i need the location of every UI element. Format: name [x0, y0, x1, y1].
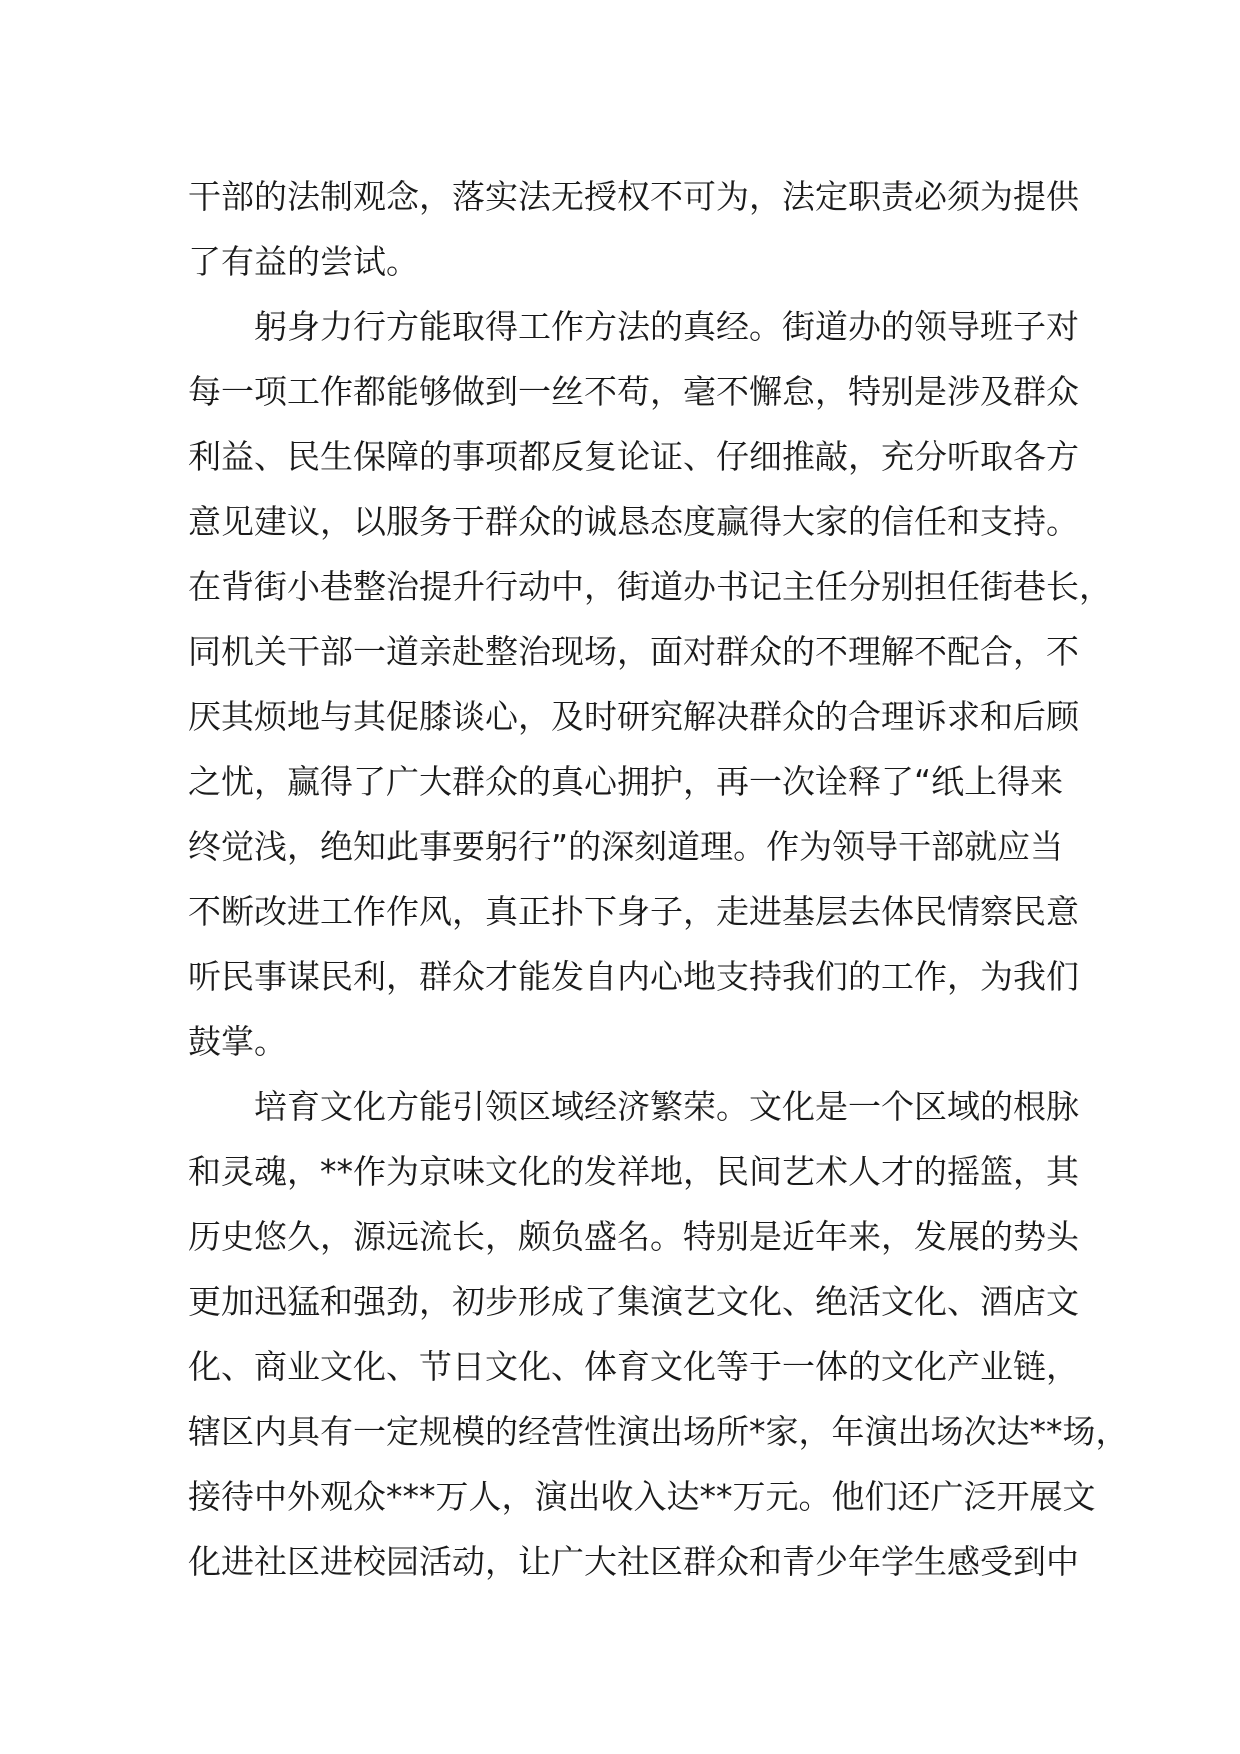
- text-line: 同机关干部一道亲赴整治现场，面对群众的不理解不配合，不: [188, 632, 1079, 671]
- text-line: 接待中外观众***万人，演出收入达**万元。他们还广泛开展文: [188, 1477, 1096, 1516]
- text-line: 了有益的尝试。: [188, 242, 419, 281]
- text-line: 终觉浅，绝知此事要躬行”的深刻道理。作为领导干部就应当: [188, 827, 1064, 866]
- text-line: 和灵魂，**作为京味文化的发祥地，民间艺术人才的摇篮，其: [188, 1152, 1079, 1191]
- text-line: 化进社区进校园活动，让广大社区群众和青少年学生感受到中: [188, 1542, 1079, 1581]
- text-line: 听民事谋民利，群众才能发自内心地支持我们的工作，为我们: [188, 957, 1079, 996]
- text-line: 之忧，赢得了广大群众的真心拥护，再一次诠释了“纸上得来: [188, 762, 1064, 801]
- text-line: 意见建议，以服务于群众的诚恳态度赢得大家的信任和支持。: [188, 502, 1079, 541]
- text-line: 培育文化方能引领区域经济繁荣。文化是一个区域的根脉: [188, 1087, 1079, 1126]
- text-line: 利益、民生保障的事项都反复论证、仔细推敲，充分听取各方: [188, 437, 1079, 476]
- text-line: 化、商业文化、节日文化、体育文化等于一体的文化产业链，: [188, 1347, 1079, 1386]
- text-line: 鼓掌。: [188, 1022, 287, 1061]
- text-line: 更加迅猛和强劲，初步形成了集演艺文化、绝活文化、酒店文: [188, 1282, 1079, 1321]
- text-line: 历史悠久，源远流长，颇负盛名。特别是近年来，发展的势头: [188, 1217, 1079, 1256]
- text-line: 在背街小巷整治提升行动中，街道办书记主任分别担任街巷长，: [188, 567, 1112, 606]
- text-line: 不断改进工作作风，真正扑下身子，走进基层去体民情察民意: [188, 892, 1079, 931]
- text-line: 每一项工作都能够做到一丝不苟，毫不懈怠，特别是涉及群众: [188, 372, 1079, 411]
- text-line: 厌其烦地与其促膝谈心，及时研究解决群众的合理诉求和后顾: [188, 697, 1079, 736]
- body-text: [188, 164, 1129, 1594]
- text-line: 躬身力行方能取得工作方法的真经。街道办的领导班子对: [188, 307, 1079, 346]
- text-line: 干部的法制观念，落实法无授权不可为，法定职责必须为提供: [188, 177, 1079, 216]
- text-line: 辖区内具有一定规模的经营性演出场所*家，年演出场次达**场，: [188, 1412, 1129, 1451]
